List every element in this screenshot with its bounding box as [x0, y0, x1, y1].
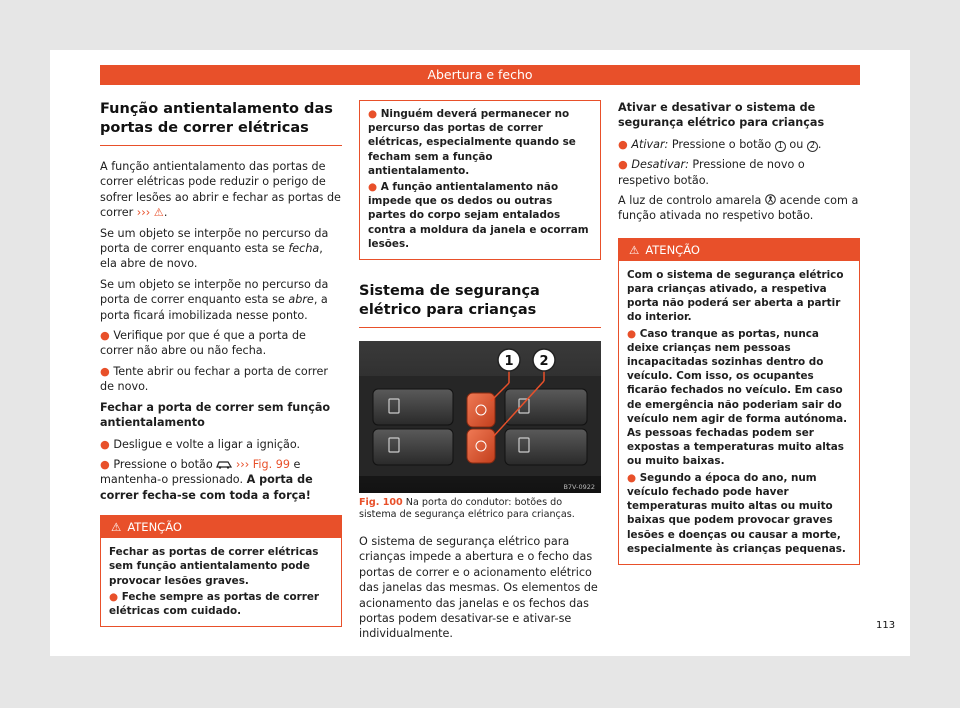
bullet-dot-icon: ● — [618, 158, 628, 172]
warning-triangle-icon: ⚠ — [629, 242, 640, 257]
warning-triangle-icon: ⚠ — [153, 206, 164, 220]
bullet-dot-icon: ● — [109, 590, 119, 603]
section-heading-child-safety: Sistema de segurança elétrico para crianças — [359, 282, 601, 328]
cross-ref-arrows[interactable]: ››› — [136, 206, 151, 220]
bullet-dot-icon: ● — [627, 471, 637, 484]
bullet-activate: ● Ativar: Pressione o botão 1 ou 2 . — [618, 137, 822, 151]
figure-caption: Fig. 100 Na porta do condutor: botões do sistema de segurança elétrico para crianças. — [359, 497, 575, 521]
paragraph-control-lamp: A luz de controlo amarela acende com a função ativada no respetivo botão. — [618, 194, 859, 223]
bullet-dot-icon: ● — [100, 437, 110, 451]
column-2 — [359, 100, 601, 647]
warning-box-2 — [618, 238, 860, 565]
column-3 — [618, 100, 860, 565]
warning-header: ⚠ ATENÇÃO — [619, 239, 859, 261]
callout-1-label: 1 — [504, 354, 514, 370]
callout-ref-2: 2 — [807, 141, 818, 152]
bullet-dot-icon: ● — [618, 137, 628, 151]
bullet-retry: ● Tente abrir ou fechar a porta de correr de novo. — [100, 364, 328, 394]
warning-box-1 — [100, 515, 342, 627]
section-heading-antientalamento: Função antientalamento das portas de correr elétricas — [100, 100, 342, 146]
warning-triangle-icon: ⚠ — [111, 520, 122, 535]
subheading-activate-deactivate: Ativar e desativar o sistema de segurança elétrico para crianças — [618, 101, 825, 130]
bullet-dot-icon: ● — [368, 181, 378, 194]
bullet-dot-icon: ● — [627, 327, 637, 340]
bullet-dot-icon: ● — [100, 364, 110, 378]
subheading-close-without: Fechar a porta de correr sem função antientalamento — [100, 400, 331, 430]
sliding-door-button-icon — [216, 458, 236, 471]
column-1 — [100, 100, 342, 627]
bullet-ignition: ● Desligue e volte a ligar a ignição. — [100, 437, 301, 451]
figure-ref-99[interactable]: ››› Fig. 99 — [235, 457, 290, 471]
bullet-deactivate: ● Desativar: Pressione de novo o respetivo botão. — [618, 158, 805, 187]
warning-box-1-continued: ● Ninguém deverá permanecer no percurso das portas de correr elétricas, especialmente quando se fecham sem a função antientalamento. ● A função antientalamento não impede que os dedos ou outras partes do corpo sejam entalados contra a moldura da janela e ocorram lesões. — [359, 100, 601, 260]
child-lock-lamp-icon — [765, 194, 776, 207]
callout-ref-1: 1 — [775, 141, 786, 152]
figure-code: B7V-0922 — [563, 483, 595, 492]
warning-body: Com o sistema de segurança elétrico para crianças ativado, a respetiva porta não poderá ser aberta a partir do interior. ● Caso tranque as portas, nunca deixe crianças nem pessoas incapacitadas sozinhas dentro do veículo. Com isso, os ocupantes ficarão fechados no veículo. Em caso de emergência não poderiam sair do veículo nem agir de forma autónoma. As pessoas fechadas podem ser expostas a temperaturas muito altas ou muito baixas. ● Segundo a época do ano, num veículo fechado pode haver temperaturas muito altas ou muito baixas que podem provocar graves lesões e doenças ou causar a morte, especialmente às crianças pequenas. — [627, 268, 848, 555]
page-number: 113 — [876, 620, 896, 631]
figure-door-buttons — [359, 341, 601, 493]
door-buttons-illustration — [359, 341, 601, 493]
paragraph-closing: Se um objeto se interpõe no percurso da porta de correr enquanto esta se fecha, ela abre de novo. — [100, 226, 329, 271]
paragraph-child-safety: O sistema de segurança elétrico para crianças impede a abertura e o fecho das portas de correr e o acionamento elétrico das janelas das mesmas. Os elementos de acionamento das janelas e os fechos das portas podem desativar-se e ativar-se individualmente. — [359, 535, 598, 641]
bullet-press-button: ● Pressione o botão ››› Fig. 99 e mantenha-o pressionado. A porta de correr fecha-se com toda a força! — [100, 457, 313, 502]
section-header: Abertura e fecho — [100, 65, 860, 85]
bullet-dot-icon: ● — [368, 108, 378, 120]
bullet-verify: ● Verifique por que é que a porta de correr não abre ou não fecha. — [100, 329, 306, 358]
warning-body: Fechar as portas de correr elétricas sem função antientalamento pode provocar lesões graves. ● Feche sempre as portas de correr elétricas com cuidado. — [109, 546, 320, 617]
paragraph-intro: A função antientalamento das portas de correr elétricas pode reduzir o perigo de sofrer lesões ao abrir e fechar as portas de correr ››› ⚠. — [100, 160, 341, 220]
warning-header: ⚠ ATENÇÃO — [101, 516, 341, 538]
callout-2-label: 2 — [539, 354, 549, 370]
paragraph-opening: Se um objeto se interpõe no percurso da porta de correr enquanto esta se abre, a porta ficará imobilizada nesse ponto. — [100, 277, 329, 322]
bullet-dot-icon: ● — [100, 329, 110, 343]
bullet-dot-icon: ● — [100, 457, 110, 471]
